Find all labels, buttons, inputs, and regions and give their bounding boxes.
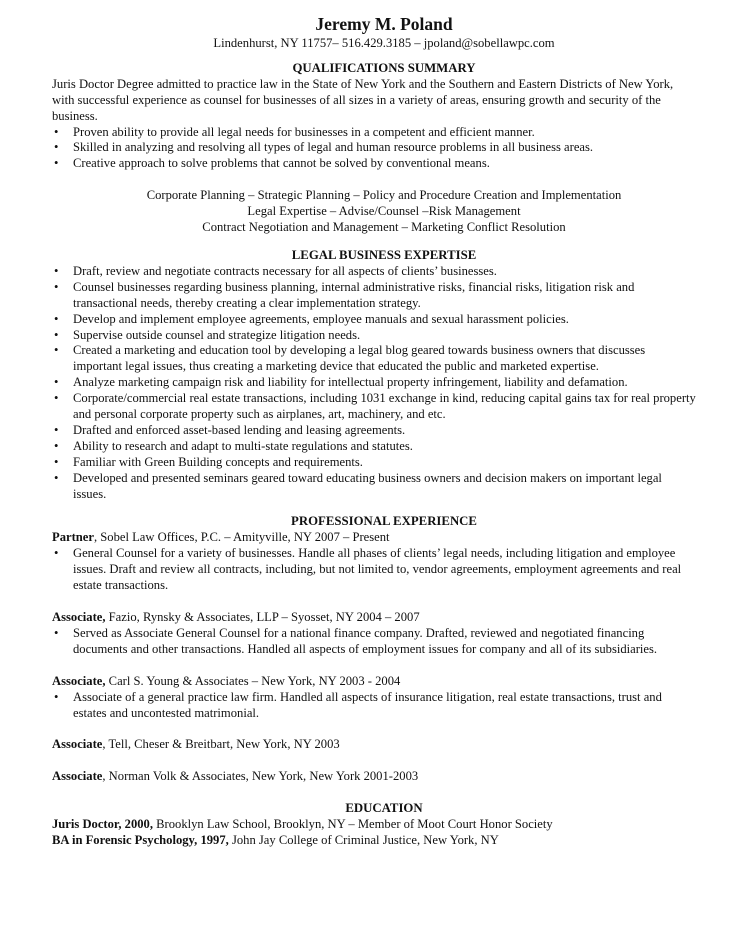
list-item: • Associate of a general practice law firm. Handled all aspects of insurance litigation, real estate transactions, trust and estates and uncontested matrimonial. bbox=[54, 689, 662, 720]
bullet-icon: • bbox=[54, 311, 59, 326]
bullet-icon: • bbox=[54, 438, 59, 453]
job-details: Carl S. Young & Associates – New York, NY 2003 - 2004 bbox=[105, 673, 401, 688]
list-item: • Created a marketing and education tool by developing a legal blog geared towards business owners that discusses important legal issues, thus creating a marketing device that educated the public and marketed expertise. bbox=[54, 343, 646, 374]
bullet-icon: • bbox=[54, 454, 59, 469]
contact-line: Lindenhurst, NY 11757– 516.429.3185 – jpoland@sobellawpc.com bbox=[213, 36, 555, 50]
job-details: , Norman Volk & Associates, New York, New York 2001-2003 bbox=[102, 769, 419, 784]
list-item: • Familiar with Green Building concepts and requirements. bbox=[54, 454, 363, 469]
education-title: EDUCATION bbox=[345, 801, 423, 816]
qualifications-title: QUALIFICATIONS SUMMARY bbox=[292, 60, 476, 75]
list-item: • Develop and implement employee agreements, employee manuals and sexual harassment policies. bbox=[54, 311, 569, 326]
bullet-icon: • bbox=[54, 625, 59, 640]
list-item: • Served as Associate General Counsel for a national finance company. Drafted, reviewed and negotiated financing documents and other transactions. Handled all aspects of employment issues for company and all of its subsidiaries. bbox=[54, 625, 658, 656]
resume-name: Jeremy M. Poland bbox=[315, 14, 453, 34]
bullet-icon: • bbox=[54, 156, 59, 171]
job-role: Associate, bbox=[52, 610, 106, 624]
bullet-icon: • bbox=[54, 422, 59, 437]
qualifications-intro: Juris Doctor Degree admitted to practice law in the State of New York and the Southern and Eastern Districts of New York, with successful experience as counsel for businesses of all sizes in a variety of areas, ensuring growth and security of the business. bbox=[52, 76, 674, 123]
job-role: Associate bbox=[52, 737, 103, 752]
job-heading bbox=[52, 674, 696, 690]
job-details: , Tell, Cheser & Breitbart, New York, NY 2003 bbox=[102, 737, 340, 752]
qualifications-list bbox=[52, 125, 696, 173]
list-item: • Analyze marketing campaign risk and liability for intellectual property infringement, liability and defamation. bbox=[54, 375, 628, 390]
job-heading bbox=[52, 769, 696, 785]
education-details: John Jay College of Criminal Justice, New York, NY bbox=[228, 833, 499, 848]
experience-title: PROFESSIONAL EXPERIENCE bbox=[291, 514, 477, 529]
skills-line: Legal Expertise – Advise/Counsel –Risk Management bbox=[247, 204, 521, 219]
education-entry bbox=[52, 833, 696, 849]
list-item: • Corporate/commercial real estate transactions, including 1031 exchange in kind, reducing capital gains tax for real property and personal corporate property such as airplanes, art, machinery, and etc. bbox=[54, 391, 696, 422]
list-item: • Ability to research and adapt to multi-state regulations and statutes. bbox=[54, 438, 413, 453]
list-item: • General Counsel for a variety of businesses. Handle all phases of clients’ legal needs, including litigation and employee issues. Draft and review all contracts, including, but not limited to, vendor agreements, employment agreements and real estate transactions. bbox=[54, 546, 682, 593]
bullet-icon: • bbox=[54, 689, 59, 704]
bullet-icon: • bbox=[54, 470, 59, 485]
bullet-icon: • bbox=[54, 343, 59, 358]
expertise-title: LEGAL BUSINESS EXPERTISE bbox=[291, 247, 477, 262]
job-heading bbox=[52, 530, 696, 546]
list-item: • Counsel businesses regarding business planning, internal administrative risks, financial risks, litigation risk and transactional needs, thereby creating a clear implementation strategy. bbox=[54, 279, 635, 310]
job-details: Fazio, Rynsky & Associates, LLP – Syosset, NY 2004 – 2007 bbox=[105, 610, 420, 624]
skills-line: Corporate Planning – Strategic Planning – Policy and Procedure Creation and Implementation bbox=[146, 188, 622, 203]
job-role: Partner bbox=[52, 530, 94, 545]
job-role: Associate bbox=[52, 769, 103, 784]
job-details: , Sobel Law Offices, P.C. – Amityville, NY 2007 – Present bbox=[93, 530, 390, 545]
list-item: • Creative approach to solve problems that cannot be solved by conventional means. bbox=[54, 156, 490, 171]
list-item: • Drafted and enforced asset-based lending and leasing agreements. bbox=[54, 422, 406, 437]
bullet-icon: • bbox=[54, 124, 59, 139]
list-item: • Developed and presented seminars geared toward educating business owners and decision makers on important legal issues. bbox=[54, 470, 662, 501]
skills-line: Contract Negotiation and Management – Marketing Conflict Resolution bbox=[202, 220, 566, 235]
expertise-list bbox=[52, 264, 696, 503]
degree: BA in Forensic Psychology, 1997, bbox=[52, 833, 229, 848]
list-item: • Draft, review and negotiate contracts necessary for all aspects of clients’ businesses. bbox=[54, 263, 497, 278]
degree: Juris Doctor, 2000, bbox=[52, 817, 153, 832]
education-entry bbox=[52, 817, 696, 833]
list-item: • Skilled in analyzing and resolving all types of legal and human resource problems in all business areas. bbox=[54, 140, 594, 155]
list-item: • Proven ability to provide all legal needs for businesses in a competent and efficient manner. bbox=[54, 124, 535, 139]
job-role: Associate, bbox=[52, 673, 106, 688]
job-heading bbox=[52, 737, 696, 753]
job-heading bbox=[52, 610, 696, 626]
bullet-icon: • bbox=[54, 327, 59, 342]
bullet-icon: • bbox=[54, 263, 59, 278]
list-item: • Supervise outside counsel and strategize litigation needs. bbox=[54, 327, 361, 342]
bullet-icon: • bbox=[54, 140, 59, 155]
bullet-icon: • bbox=[54, 375, 59, 390]
bullet-icon: • bbox=[54, 546, 59, 561]
education-details: Brooklyn Law School, Brooklyn, NY – Member of Moot Court Honor Society bbox=[152, 817, 553, 832]
bullet-icon: • bbox=[54, 391, 59, 406]
bullet-icon: • bbox=[54, 279, 59, 294]
